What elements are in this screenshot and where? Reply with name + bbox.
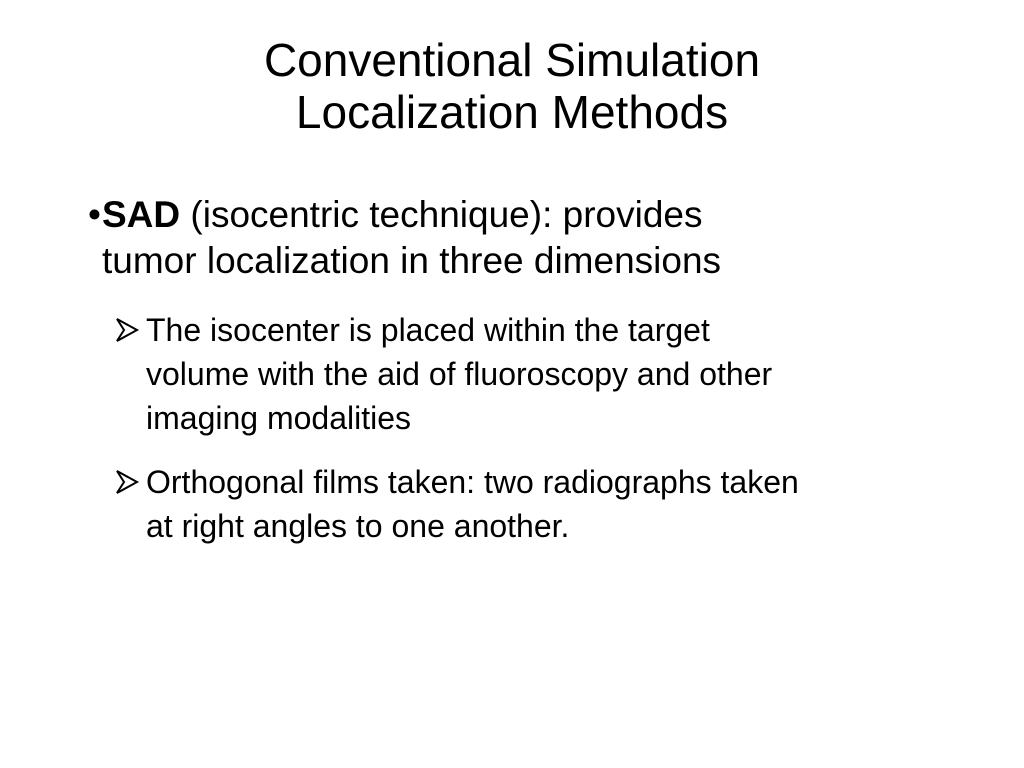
bullet-sad-rest-1: (isocentric technique): provides <box>180 194 703 235</box>
sub-bullet-isocenter-text <box>146 308 976 440</box>
bullet-sad-text <box>102 192 982 284</box>
sub-bullet-isocenter-line-2: volume with the aid of fluoroscopy and other <box>146 356 773 392</box>
bullet-dot-icon: • <box>88 194 101 235</box>
arrow-bullet-icon <box>114 308 142 352</box>
bullet-sad-line-1 <box>102 192 982 238</box>
sub-bullet-isocenter-line-1: The isocenter is placed within the target <box>146 312 710 348</box>
sub-bullet-orthogonal-line-2: at right angles to one another. <box>146 508 570 544</box>
bullet-sad-line-2: tumor localization in three dimensions <box>102 240 722 281</box>
slide-title-line-2: Localization Methods <box>295 86 729 138</box>
sub-bullet-isocenter-line-3: imaging modalities <box>146 400 412 436</box>
arrow-bullet-icon <box>114 460 142 504</box>
bullet-sad-lead: SAD <box>102 194 181 235</box>
sub-bullet-orthogonal-line-1: Orthogonal films taken: two radiographs taken <box>146 464 799 500</box>
slide-title-line-1: Conventional Simulation <box>263 34 761 86</box>
sub-bullet-orthogonal-text <box>146 460 976 548</box>
